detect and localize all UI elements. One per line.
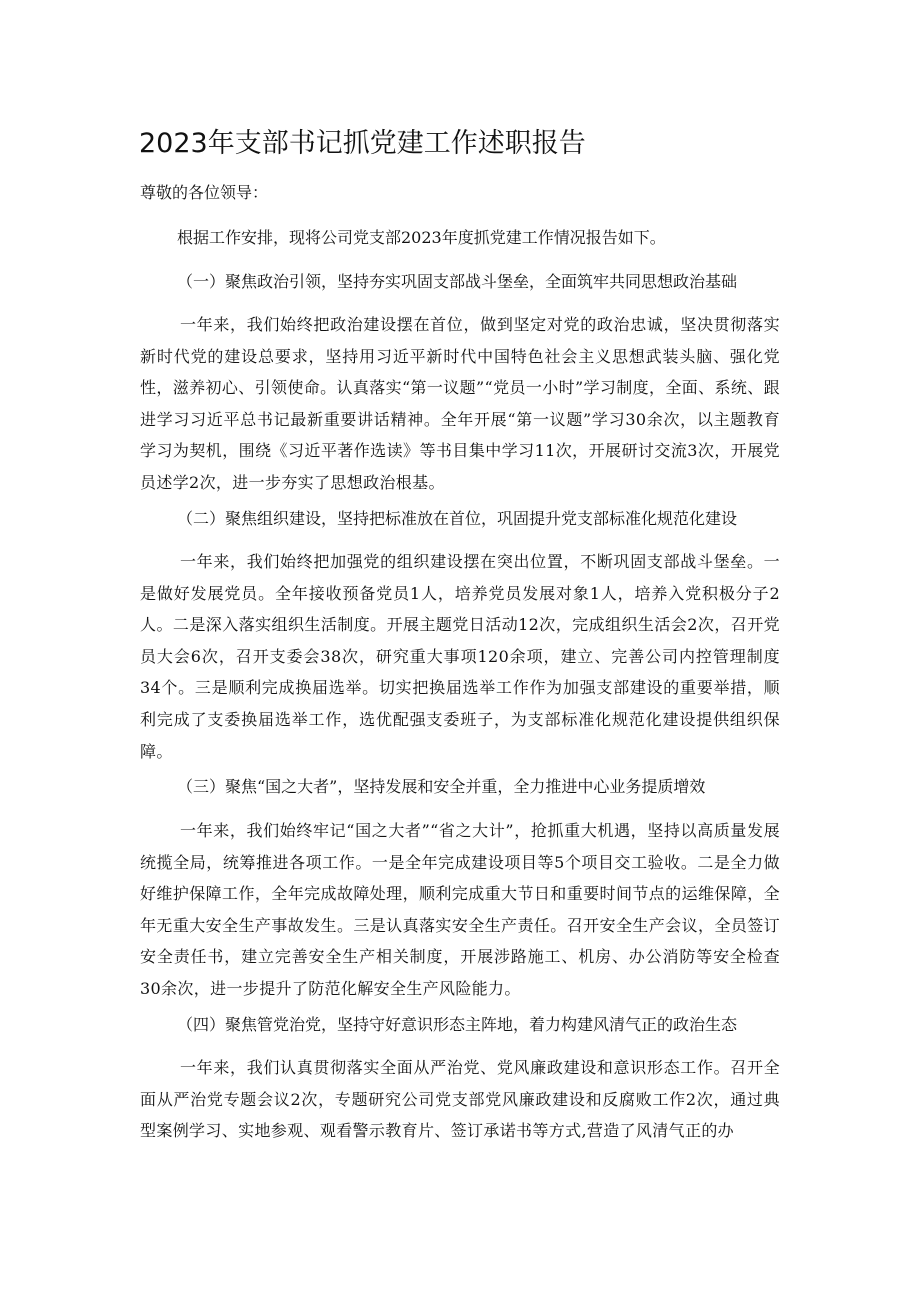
salutation: 尊敬的各位领导： [140,183,269,202]
section-body-3: 一年来，我们始终牢记“国之大者”“省之大计”，抢抓重大机遇，坚持以高质量发展统揽全局，统筹推进各项工作。一是全年完成建设项目等5个项目交工验收。二是全力做好维护保障工作，全年完成故障处理，顺利完成重大节日和重要时间节点的运维保障，全年无重大安全生产事故发生。三是认真落实安全生产责任。召开安全生产会议，全员签订安全责任书，建立完善安全生产相关制度，开展涉路施工、机房、办公消防等安全检查30余次，进一步提升了防范化解安全生产风险能力。 [140,821,780,998]
section-heading-2: （二）聚焦组织建设，坚持把标准放在首位，巩固提升党支部标准化规范化建设 [177,509,738,528]
section-heading-3: （三）聚焦“国之大者”，坚持发展和安全并重，全力推进中心业务提质增效 [177,777,706,796]
section-body-2: 一年来，我们始终把加强党的组织建设摆在突出位置，不断巩固支部战斗堡垒。一是做好发展党员。全年接收预备党员1人，培养党员发展对象1人，培养入党积极分子2人。二是深入落实组织生活制度。开展主题党日活动12次，完成组织生活会2次，召开党员大会6次，召开支委会38次，研究重大事项120余项，建立、完善公司内控管理制度34个。三是顺利完成换届选举。切实把换届选举工作作为加强支部建设的重要举措，顺利完成了支委换届选举工作，选优配强支委班子，为支部标准化规范化建设提供组织保障。 [140,552,780,761]
section-heading-4: （四）聚焦管党治党，坚持守好意识形态主阵地，着力构建风清气正的政治生态 [177,1015,738,1034]
intro-paragraph: 根据工作安排，现将公司党支部2023年度抓党建工作情况报告如下。 [177,228,666,247]
document-title: 2023年支部书记抓党建工作述职报告 [139,128,586,159]
section-heading-1: （一）聚焦政治引领，坚持夯实巩固支部战斗堡垒，全面筑牢共同思想政治基础 [177,272,738,291]
section-body-1: 一年来，我们始终把政治建设摆在首位，做到坚定对党的政治忠诚，坚决贯彻落实新时代党的建设总要求，坚持用习近平新时代中国特色社会主义思想武装头脑、强化党性，滋养初心、引领使命。认真落实“第一议题”“党员一小时”学习制度，全面、系统、跟进学习习近平总书记最新重要讲话精神。全年开展“第一议题”学习30余次，以主题教育学习为契机，围绕《习近平著作选读》等书目集中学习11次，开展研讨交流3次，开展党员述学2次，进一步夯实了思想政治根基。 [140,315,780,492]
section-body-4: 一年来，我们认真贯彻落实全面从严治党、党风廉政建设和意识形态工作。召开全面从严治党专题会议2次，专题研究公司党支部党风廉政建设和反腐败工作2次，通过典型案例学习、实地参观、观看警示教育片、签订承诺书等方式,营造了风清气正的办 [140,1058,780,1141]
